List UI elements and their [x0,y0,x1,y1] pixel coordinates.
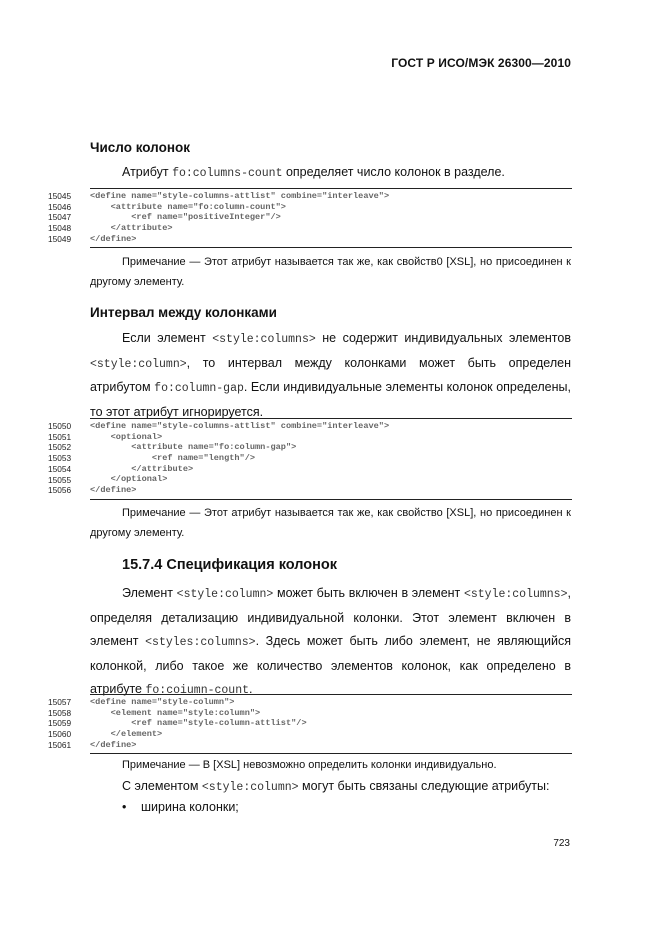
code-term: fo:column-gap [154,382,244,395]
note-label: Примечание [122,256,186,268]
note-label: Примечание [122,507,186,519]
heading-column-spec: 15.7.4 Спецификация колонок [122,557,338,573]
code-block-2 [90,418,572,500]
code-line: </define> [90,739,137,750]
code-line: <attribute name="fo:column-gap"> [90,442,297,453]
document-header: ГОСТ Р ИСО/МЭК 26300—2010 [391,56,571,70]
line-number: 15057 [48,697,72,707]
code-term: <style:column> [176,588,274,601]
paragraph-column-spec [90,582,571,703]
code-line: <attribute name="fo:column-count"> [90,201,286,212]
note-3 [90,755,571,775]
bullet-item-column-width: ширина колонки; [141,800,239,814]
heading-column-count: Число колонок [90,140,190,155]
text: определяет число колонок в разделе. [282,165,505,179]
line-number: 15056 [48,485,72,496]
note-text: — Этот атрибут называется так же, как свойство [XSL], но присоединен к другому элементу. [90,507,571,539]
line-number: 15045 [48,191,72,201]
code-line: </define> [90,233,137,244]
code-line: <ref name="positiveInteger"/> [90,212,281,223]
code-line: <define name="style-column"> [90,697,235,707]
line-number: 15053 [48,453,72,464]
code-line: </attribute> [90,463,194,474]
code-block-3 [90,694,572,754]
line-number: 15061 [48,739,72,750]
code-line: <define name="style-columns-attlist" combine="interleave"> [90,191,390,201]
text: С элементом [122,779,202,793]
heading-column-gap: Интервал между колонками [90,305,277,320]
line-number: 15058 [48,707,72,718]
line-number: 15059 [48,718,72,729]
text: Атрибут [122,165,173,179]
line-number: 15055 [48,474,72,485]
code-term: <style:column> [201,781,299,794]
code-line: <optional> [90,431,163,442]
paragraph-column-count [90,161,571,186]
line-number: 15048 [48,223,72,234]
note-label: Примечание [122,759,186,771]
line-number: 15047 [48,212,72,223]
line-number: 15051 [48,431,72,442]
code-term: <style:columns> [463,588,568,601]
paragraph-attributes [90,775,571,800]
code-term: <style:column> [90,357,187,371]
code-term: fo:columns-count [172,167,283,180]
code-line: <element name="style:column"> [90,707,261,718]
note-text: — В [XSL] невозможно определить колонки индивидуально. [185,759,497,771]
line-number: 15052 [48,442,72,453]
text: , то интервал между колонками может быть определен атрибутом [90,355,571,394]
code-line: </define> [90,485,137,496]
code-term: fo:coiumn-count [145,684,250,697]
bullet-icon: • [122,800,127,814]
text: могут быть связаны следующие атрибуты: [298,779,550,793]
line-number: 15060 [48,729,72,740]
code-line: </optional> [90,474,168,485]
text: . [249,682,253,696]
note-text: — Этот атрибут называется так же, как свойств0 [XSL], но присоединен к другому элементу. [90,256,571,288]
text: , определяя детализацию индивидуальной колонки. Этот элемент включен в элемент [90,586,571,648]
code-line: <ref name="style-column-attlist"/> [90,718,307,729]
code-block-1 [90,188,572,248]
text: Если элемент [122,331,213,345]
page-number: 723 [553,838,570,849]
text: может быть включен в элемент [273,586,464,600]
line-number: 15049 [48,233,72,244]
code-line: <ref name="length"/> [90,453,256,464]
code-line: <define name="style-columns-attlist" combine="interleave"> [90,421,390,431]
code-term: <styles:columns> [145,636,256,649]
line-number: 15054 [48,463,72,474]
line-number: 15046 [48,201,72,212]
note-1 [90,252,571,292]
code-line: </attribute> [90,223,173,234]
text: . Здесь может быть либо элемент, не являющийся колонкой, либо такое же количество элементов колонок, как определено в атрибуте [90,634,571,696]
code-line: </element> [90,729,163,740]
text: . Если индивидуальные элементы колонок определены, то этот атрибут игнорируется. [90,380,571,419]
note-2 [90,503,571,543]
code-term: <style:columns> [212,333,316,346]
line-number: 15050 [48,421,72,431]
text: Элемент [122,586,177,600]
paragraph-column-gap [90,327,571,424]
text: не содержит индивидуальных элементов [315,331,571,345]
